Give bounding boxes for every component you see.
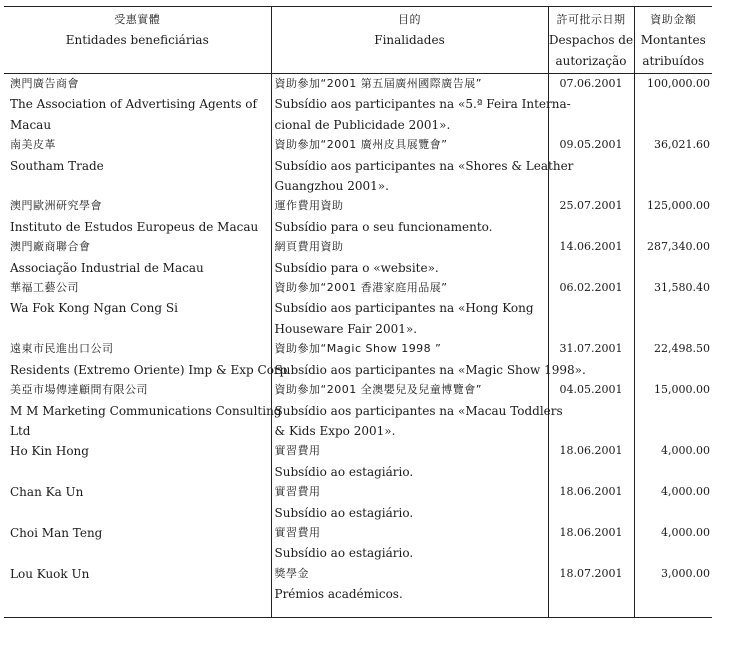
- purpose-pt: Subsídio aos participantes na «Hong Kong: [274, 301, 534, 316]
- entity-name-pt: Residents (Extremo Oriente) Imp & Exp Corp: [10, 362, 288, 377]
- entity-name-zh: 美亞市場傳達顧問有限公司: [10, 383, 148, 397]
- table-row: [4, 564, 712, 617]
- purpose-zh: 運作費用資助: [274, 199, 344, 213]
- dispatch-date: 09.05.2001: [559, 138, 623, 152]
- grants-table: [4, 6, 712, 618]
- table-row: [4, 523, 712, 564]
- dispatch-date: 04.05.2001: [559, 383, 623, 397]
- purpose-zh: 實習費用: [274, 444, 321, 458]
- amount-cell: [634, 74, 712, 136]
- amount-value: 36,021.60: [654, 138, 710, 152]
- purpose-zh: 資助參加“2001 香港家庭用品展”: [274, 281, 448, 295]
- purpose-cell: [271, 441, 548, 482]
- entity-cell: [4, 278, 271, 339]
- purpose-pt: Subsídio para o «website».: [274, 260, 439, 275]
- purpose-zh: 資助參加“2001 廣州皮具展覽會”: [274, 138, 448, 152]
- purpose-cell: [271, 196, 548, 237]
- purpose-zh: 獎學金: [274, 566, 309, 580]
- purpose-pt: Subsídio ao estagiário.: [274, 464, 414, 479]
- amount-value: 22,498.50: [654, 342, 710, 356]
- purpose-pt: Subsídio ao estagiário.: [274, 546, 414, 561]
- table-row: [4, 135, 712, 196]
- dispatch-date-cell: [548, 564, 634, 617]
- header-dispatch-date-zh: 許可批示日期: [556, 13, 626, 26]
- purpose-zh: 實習費用: [274, 525, 321, 539]
- entity-name-zh: 華福工藝公司: [10, 281, 79, 295]
- entity-name-pt: Macau: [10, 117, 52, 132]
- purpose-cell: [271, 237, 548, 278]
- header-dispatch-date-pt-1: Despachos de: [548, 33, 634, 47]
- dispatch-date: 18.06.2001: [559, 485, 623, 499]
- amount-cell: [634, 237, 712, 278]
- purpose-cell: [271, 523, 548, 564]
- entity-name-pt: Choi Man Teng: [10, 525, 103, 540]
- entity-name-zh: 澳門歐洲研究學會: [10, 199, 102, 213]
- entity-name-pt: The Association of Advertising Agents of: [10, 97, 257, 112]
- purpose-zh: 實習費用: [274, 485, 321, 499]
- entity-name-zh: 遠東市民進出口公司: [10, 342, 114, 356]
- purpose-cell: [271, 380, 563, 441]
- amount-cell: [634, 196, 712, 237]
- amount-value: 100,000.00: [647, 77, 710, 90]
- purpose-cell: [271, 135, 574, 196]
- entity-name-pt: Ltd: [10, 423, 31, 438]
- dispatch-date: 18.06.2001: [559, 444, 623, 458]
- table-row: [4, 482, 712, 523]
- dispatch-date: 31.07.2001: [559, 342, 623, 356]
- entity-name-zh: 南美皮革: [10, 138, 56, 152]
- amount-cell: [634, 278, 712, 339]
- header-beneficiaries-zh: 受惠實體: [114, 13, 161, 26]
- amount-value: 4,000.00: [661, 525, 710, 539]
- purpose-zh: 資助參加“Magic Show 1998 ”: [274, 342, 442, 356]
- entity-name-pt: Associação Industrial de Macau: [10, 260, 204, 275]
- purpose-cell: [271, 482, 548, 523]
- header-amount-pt-2: atribuídos: [642, 54, 705, 68]
- table-row: [4, 237, 712, 278]
- purpose-pt: & Kids Expo 2001».: [274, 423, 396, 438]
- dispatch-date-cell: [548, 278, 634, 339]
- amount-cell: [634, 339, 712, 380]
- amount-cell: [634, 564, 712, 617]
- entity-name-pt: Ho Kin Hong: [10, 444, 89, 459]
- header-purposes-zh: 目的: [398, 13, 421, 26]
- entity-name-pt: M M Marketing Communications Consulting: [10, 403, 282, 418]
- entity-cell: [4, 74, 271, 136]
- header-amount: [634, 7, 712, 74]
- amount-value: 287,340.00: [647, 240, 710, 254]
- table-row: [4, 278, 712, 339]
- amount-value: 31,580.40: [654, 281, 710, 295]
- entity-cell: [4, 196, 271, 237]
- purpose-pt: Subsídio aos participantes na «Shores & Leather: [274, 158, 574, 173]
- entity-name-pt: Chan Ka Un: [10, 485, 84, 500]
- header-beneficiaries: [4, 7, 271, 74]
- purpose-pt: Prémios académicos.: [274, 587, 403, 602]
- table-row: [4, 339, 712, 380]
- dispatch-date-cell: [548, 482, 634, 523]
- dispatch-date: 18.07.2001: [559, 566, 623, 580]
- entity-cell: [4, 564, 271, 617]
- purpose-zh: 網頁費用資助: [274, 240, 344, 254]
- purpose-pt: Subsídio aos participantes na «Magic Show 1998».: [274, 362, 586, 377]
- amount-value: 4,000.00: [661, 485, 710, 499]
- table-row: [4, 196, 712, 237]
- entity-name-zh: 澳門廣告商會: [10, 77, 79, 90]
- table-row: [4, 380, 712, 441]
- purpose-pt: Houseware Fair 2001».: [274, 321, 418, 336]
- header-amount-zh: 資助金額: [650, 13, 697, 26]
- entity-name-pt: Instituto de Estudos Europeus de Macau: [10, 219, 259, 234]
- amount-cell: [634, 380, 712, 441]
- purpose-pt: cional de Publicidade 2001».: [274, 117, 451, 132]
- purpose-cell: [271, 74, 571, 136]
- table-row: [4, 74, 712, 136]
- purpose-pt: Subsídio para o seu funcionamento.: [274, 219, 493, 234]
- header-beneficiaries-pt: Entidades beneficiárias: [65, 33, 209, 47]
- header-amount-pt-1: Montantes: [640, 33, 706, 47]
- amount-value: 4,000.00: [661, 444, 710, 458]
- purpose-zh: 資助參加“2001 全澳嬰兒及兒童博覽會”: [274, 383, 482, 397]
- header-dispatch-date-pt-2: autorização: [555, 54, 627, 68]
- dispatch-date-cell: [548, 523, 634, 564]
- amount-cell: [634, 135, 712, 196]
- dispatch-date: 14.06.2001: [559, 240, 623, 254]
- entity-cell: [4, 441, 271, 482]
- entity-cell: [4, 135, 271, 196]
- dispatch-date-cell: [548, 196, 634, 237]
- dispatch-date-cell: [548, 237, 634, 278]
- entity-name-pt: Southam Trade: [10, 158, 104, 173]
- amount-value: 15,000.00: [654, 383, 710, 397]
- table-row: [4, 441, 712, 482]
- amount-value: 125,000.00: [647, 199, 710, 213]
- table-header-row: [4, 7, 712, 74]
- purpose-pt: Subsídio aos participantes na «Macau Toddlers: [274, 403, 563, 418]
- dispatch-date-cell: [548, 441, 634, 482]
- entity-cell: [4, 482, 271, 523]
- entity-cell: [4, 523, 271, 564]
- purpose-pt: Subsídio ao estagiário.: [274, 505, 414, 520]
- dispatch-date: 25.07.2001: [559, 199, 623, 213]
- entity-name-pt: Lou Kuok Un: [10, 566, 90, 581]
- dispatch-date: 06.02.2001: [559, 281, 623, 295]
- amount-cell: [634, 482, 712, 523]
- entity-cell: [4, 339, 288, 380]
- entity-name-zh: 澳門廠商聯合會: [10, 240, 91, 254]
- grants-table-container: [4, 6, 712, 618]
- entity-cell: [4, 237, 271, 278]
- header-purposes-pt: Finalidades: [374, 33, 445, 47]
- amount-value: 3,000.00: [661, 566, 710, 580]
- purpose-cell: [271, 339, 586, 380]
- header-purposes: [271, 7, 548, 74]
- purpose-pt: Subsídio aos participantes na «5.ª Feira Interna-: [274, 97, 571, 112]
- header-dispatch-date: [548, 7, 634, 74]
- purpose-zh: 資助參加“2001 第五屆廣州國際廣告展”: [274, 77, 482, 90]
- amount-cell: [634, 441, 712, 482]
- purpose-cell: [271, 564, 548, 617]
- amount-cell: [634, 523, 712, 564]
- purpose-pt: Guangzhou 2001».: [274, 179, 389, 194]
- dispatch-date: 07.06.2001: [559, 77, 623, 90]
- entity-cell: [4, 380, 282, 441]
- purpose-cell: [271, 278, 548, 339]
- dispatch-date: 18.06.2001: [559, 525, 623, 539]
- entity-name-pt: Wa Fok Kong Ngan Cong Si: [10, 301, 178, 316]
- table-body: [4, 74, 712, 618]
